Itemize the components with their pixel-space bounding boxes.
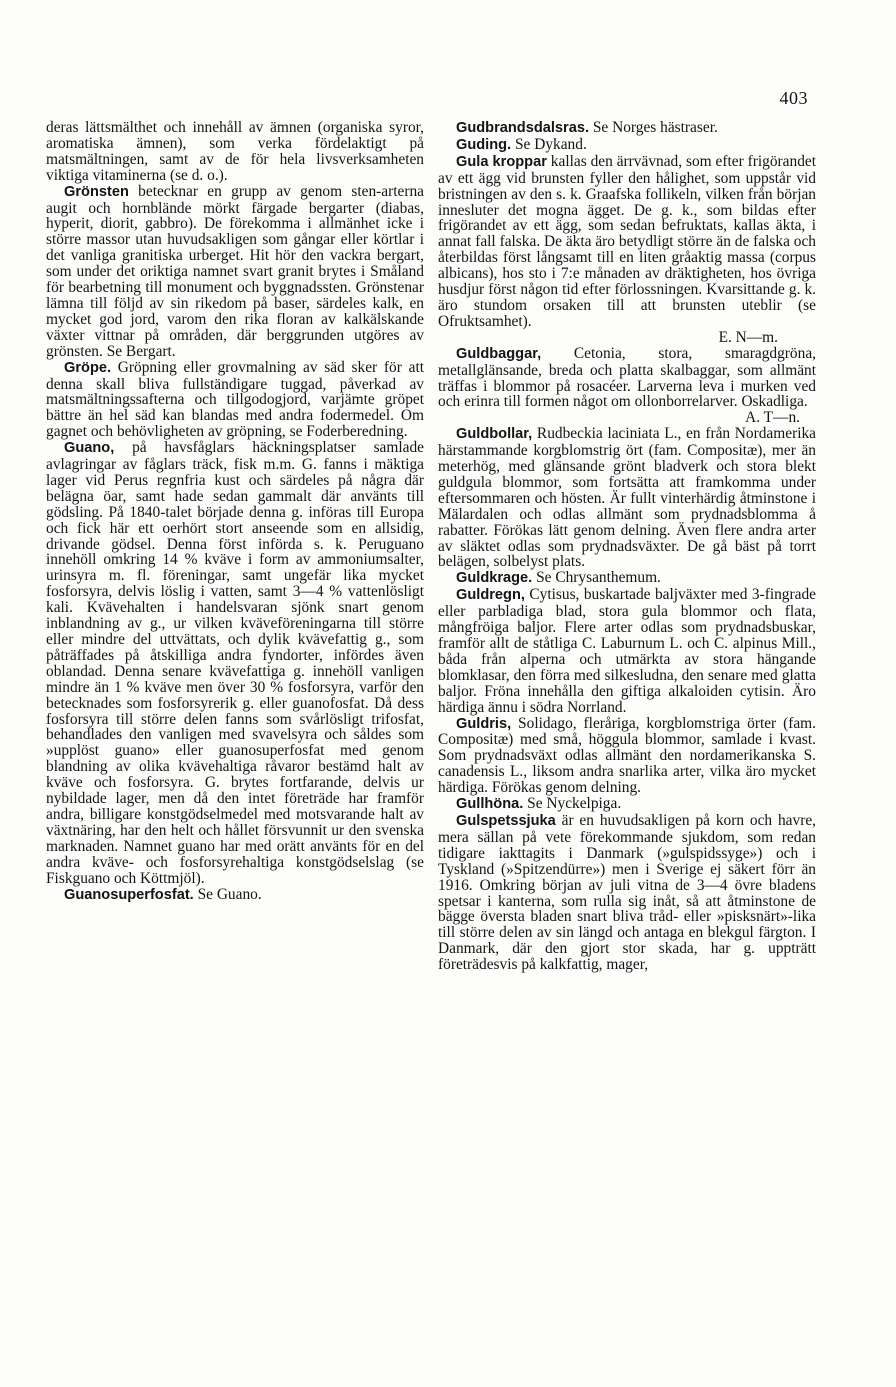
entry-guldbollar (438, 426, 816, 570)
headword: Gulspetssjuka (456, 812, 556, 829)
headword: Guldregn, (456, 587, 525, 604)
entry-text: Se Chrysanthemum. (532, 569, 661, 587)
entry-text: Rudbeckia laciniata L., en från Nordamerika härstammande korgblomstrig ört (fam. Compositæ), mer än meterhög, med glänsande grönt bladverk och stora blekt guldgula blommor, som fortsätta att framkomma under eftersommaren och hösten. Är fullt vinterhärdig åtminstone i Mälardalen och odlas allmänt som prydnadsblomma å rabatter. Förökas lätt genom delning. Även flere andra arter av släktet odlas som prydnadsväxter. De gå bäst på torrt belägen, solbelyst plats. (438, 425, 816, 571)
entry-text: på havsfåglars häckningsplatser samlade avlagringar av fåglars träck, fisk m.m. G. fanns i mäktiga lager vid Perus regnfria kust och särdeles på några där belägna öar, samt hade sedan gammalt där använts till gödsling. På 1840-talet började denna g. införas till Europa och fick här ett oerhört stort anseende som en allsidig, drivande gödsel. Denna först införda s. k. Peruguano innehöll omkring 14 % kväve i form av ammoniumsalter, urinsyra m. fl. föreningar, samt ungefär lika mycket fosforsyra, delvis löslig i vatten, samt 3—4 % vattenlösligt kali. Kvävehalten i handelsvaran sjönk snart genom inblandning av g., ur vilken kväveföreningarna till större eller mindre del uttvättats, och dylik kvävefattig g., som påträffades på åtskilliga andra fyndorter, infördes även oblandad. Denna senare kvävefattiga g. innehöll vanligen mindre än 1 % kväve men över 30 % fosforsyra, varför den betecknades som fosforsyrerik g. eller guanofosfat. Då dess fosforsyra till större delen fanns som svårlösligt trifosfat, behandlades den vanligen med svavelsyra och såldes som »upplöst guano» eller guanosuperfosfat med genom blandning av olika kvävehaltiga råvaror bestämd halt av kväve och fosforsyra. G. brytes fortfarande, delvis ur nybildade lager, men då den intet företräde har framför andra, billigare konstgödselmedel med motsvarande halt av växtnäring, har den helt och hållet försvunnit ur den svenska marknaden. Namnet guano har med orätt använts för en del andra kväve- och fosforsyrehaltiga konstgödselslag (se Fiskguano och Köttmjöl). (46, 439, 424, 887)
headword: Gula kroppar (456, 153, 547, 170)
entry-text: betecknar en grupp av genom sten-arterna augit och hornblände mörkt färgade bergarter (diabas, hyperit, diorit, gabbro). De förekomma i allmänhet icke i större massor utan huvudsakligen som gångar eller körtlar i det vanliga granitiska urberget. Hit hör den vackra bergart, som under det oriktiga namnet svart granit brytes i Småland för bearbetning till monument och byggnadssten. Grönstenar lämna till följd av sin rikedom på baser, särdeles kalk, en mycket god jord, varom den rika floran av kalkälskande växter vittnar på områden, där berggrunden utgöres av grönsten. Se Bergart. (46, 182, 424, 360)
entry-text: är en huvudsakligen på korn och havre, mera sällan på vete förekommande sjukdom, som redan tidigare iakttagits i Danmark (»gulspidssyge») och i Tyskland (»Spitzendürre») men i Sverige ej säkert förr än 1916. Omkring början av juli vitna de 3—4 övre bladens spetsar i kanterna, som rulla sig inåt, så att åtminstone de bägge översta bladen snart bliva tråd- eller »pisksnärt»-lika till större delen av sin längd och antaga en blekgul färgton. I Danmark, där den gjort stor skada, har g. uppträtt företrädesvis på kalkfattig, mager, (438, 811, 816, 974)
entry-text: Se Norges hästraser. (589, 119, 718, 136)
entry-guanosuperfosfat (46, 887, 424, 904)
entry-guldkrage (438, 570, 816, 587)
headword: Gullhöna. (456, 796, 524, 813)
entry-text: kallas den ärrvävnad, som efter frigörandet av ett ägg vid brunsten fyller den hålighet, som uppstår vid bristningen av den s. k. Graafska follikeln, vilken från början innesluter det mogna ägget. De g. k., som bildas efter frigörandet av ett ägg, som sedan befruktats, kallas äkta, i annat fall falska. De äkta äro betydligt större än de falska och återbildas först långsamt till en liten gråaktig massa (corpus albicans), hos sto i 7:e månaden av dräktigheten, hos övriga husdjur först någon tid efter förlossningen. Kvarsittande g. k. äro stundom orsaken till att brunsten uteblir (se Ofruktsamhet). (438, 152, 817, 330)
entry-text: Se Guano. (193, 885, 262, 903)
headword: Grönsten (64, 183, 129, 200)
entry-text: Solidago, fleråriga, korgblomstriga örter (fam. Compositæ) med små, höggula blommor, samlade i kvast. Som prydnadsväxt odlas allmänt den nordamerikanska S. canadensis L., liksom andra snarlika arter, vilka äro mycket härdiga. Förökas genom delning. (438, 714, 816, 797)
headword: Guldbollar, (456, 426, 533, 443)
headword: Guano, (64, 440, 115, 457)
entry-gullhona (438, 796, 816, 813)
entry-guldregn (438, 587, 816, 715)
entry-text: deras lättsmälthet och innehåll av ämnen (organiska syror, aromatiska ämnen), som verka fördelaktigt på matsmältningen, samt av de för hela livsverksamheten viktiga vitaminerna (se d. o.). (46, 119, 424, 184)
author-signature: A. T—n. (745, 409, 800, 427)
author-signature: E. N—m. (718, 328, 778, 346)
entry-text: Gröpning eller grovmalning av säd sker för att denna skall bliva fullständigare tuggad, påverkad av matsmältningssafterna och tillgodogjord, varjämte gröpet bättre än hel säd kan blandas med andra fodermedel. Om gagnet och behövligheten av gröpning, se Foderberedning. (46, 358, 424, 441)
headword: Guanosuperfosfat. (64, 886, 194, 903)
right-column (438, 120, 816, 973)
headword: Guldbaggar, (456, 345, 542, 362)
headword: Guding. (456, 136, 512, 153)
headword: Gudbrandsdalsras. (456, 120, 590, 136)
entry-gudbrandsdalsras (438, 120, 816, 137)
entry-text: Cetonia, stora, smaragdgröna, metallglänsande, breda och platta skalbaggar, som allmänt träffas i blommor på rosacéer. Larverna leva i murken ved och erinra till formen något om ollonborrelarver. Oskadliga. (438, 344, 816, 411)
entry-guldris (438, 716, 816, 797)
entry-guano (46, 440, 424, 886)
headword: Gröpe. (64, 359, 112, 376)
entry-guding (438, 137, 816, 154)
entry-gronsten (46, 184, 424, 360)
page-number: 403 (779, 88, 808, 108)
entry-continuation (46, 120, 424, 184)
left-column (46, 120, 424, 903)
entry-gula-kroppar (438, 154, 816, 330)
entry-text: Cytisus, buskartade baljväxter med 3-fingrade eller parbladiga blad, stora gula blommor och flata, mångfröiga baljor. Flere arter odlas som prydnadsbuskar, framför allt de ståtliga C. Laburnum L. och C. alpinus Mill., båda från alperna och utmärkta av stora hängande blomklasar, den förra med silkesludna, den senare med glatta baljor. Fröna innehålla den giftiga alkaloiden cytisin. Äro härdiga ännu i södra Norrland. (438, 586, 816, 716)
headword: Guldkrage. (456, 570, 533, 587)
entry-guldbaggar (438, 346, 816, 411)
entry-text: Se Dykand. (511, 135, 587, 153)
headword: Guldris, (456, 715, 512, 732)
entry-text: Se Nyckelpiga. (523, 795, 622, 813)
entry-gulspetssjuka (438, 813, 816, 973)
entry-grope (46, 360, 424, 441)
